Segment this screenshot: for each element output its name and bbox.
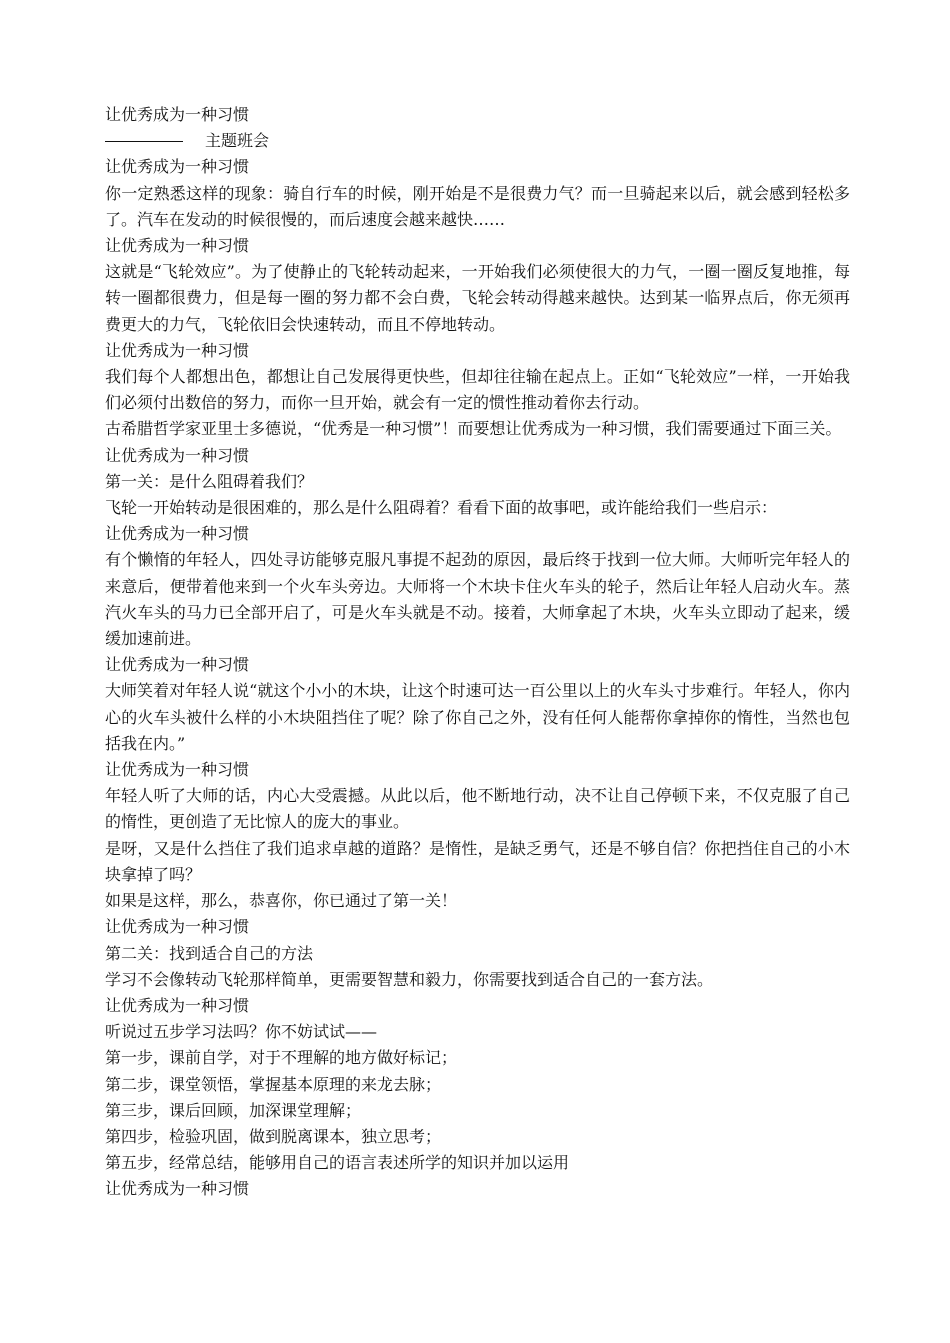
document-body: [105, 102, 850, 1203]
paragraph: 有个懒惰的年轻人，四处寻访能够克服凡事提不起劲的原因，最后终于找到一位大师。大师听完年轻人的来意后，便带着他来到一个火车头旁边。大师将一个木块卡住火车头的轮子，然后让年轻人启动火车。蒸汽火车头的马力已全部开启了，可是火车头就是不动。接着，大师拿起了木块，火车头立即动了起来，缓缓加速前进。: [105, 550, 850, 649]
paragraph: 让优秀成为一种习惯: [105, 917, 250, 937]
paragraph: 让优秀成为一种习惯: [105, 995, 250, 1015]
paragraph: 飞轮一开始转动是很困难的，那么是什么阻碍着？看看下面的故事吧，或许能给我们一些启示：: [105, 498, 778, 518]
paragraph: 让优秀成为一种习惯: [105, 157, 250, 177]
paragraph: 第二关：找到适合自己的方法: [105, 943, 314, 963]
paragraph: 听说过五步学习法吗？你不妨试试——: [105, 1022, 378, 1042]
paragraph: 让优秀成为一种习惯: [105, 1179, 250, 1199]
paragraph: 第一步，课前自学，对于不理解的地方做好标记；: [105, 1048, 458, 1068]
paragraph: 第一关：是什么阻碍着我们？: [105, 471, 314, 491]
paragraph: 让优秀成为一种习惯: [105, 760, 250, 780]
paragraph: 第二步，课堂领悟，掌握基本原理的来龙去脉；: [105, 1074, 442, 1094]
paragraph: 学习不会像转动飞轮那样简单，更需要智慧和毅力，你需要找到适合自己的一套方法。: [105, 969, 714, 989]
paragraph: 古希腊哲学家亚里士多德说，“优秀是一种习惯”！而要想让优秀成为一种习惯，我们需要通过下面三关。: [105, 419, 842, 439]
paragraph: 第四步，检验巩固，做到脱离课本，独立思考；: [105, 1126, 442, 1146]
subtitle-text: 主题班会: [205, 131, 270, 151]
paragraph-list: [105, 154, 850, 1202]
paragraph: 让优秀成为一种习惯: [105, 655, 250, 675]
paragraph: 大师笑着对年轻人说“就这个小小的木块，让这个时速可达一百公里以上的火车头寸步难行。年轻人，你内心的火车头被什么样的小木块阻挡住了呢？除了你自己之外，没有任何人能帮你拿掉你的惰性，当然也包括我在内。”: [105, 681, 850, 753]
paragraph: 是呀，又是什么挡住了我们追求卓越的道路？是惰性，是缺乏勇气，还是不够自信？你把挡住自己的小木块拿掉了吗？: [105, 838, 850, 884]
paragraph: 第五步，经常总结，能够用自己的语言表述所学的知识并加以运用: [105, 1153, 570, 1173]
paragraph: 我们每个人都想出色，都想让自己发展得更快些，但却往往输在起点上。正如“飞轮效应”一样，一开始我们必须付出数倍的努力，而你一旦开始，就会有一定的惯性推动着你去行动。: [105, 367, 850, 413]
document-subtitle: [105, 128, 850, 154]
paragraph: 让优秀成为一种习惯: [105, 340, 250, 360]
paragraph: 你一定熟悉这样的现象：骑自行车的时候，刚开始是不是很费力气？而一旦骑起来以后，就会感到轻松多了。汽车在发动的时候很慢的，而后速度会越来越快……: [105, 183, 850, 229]
paragraph: 让优秀成为一种习惯: [105, 524, 250, 544]
paragraph: 年轻人听了大师的话，内心大受震撼。从此以后，他不断地行动，决不让自己停顿下来，不仅克服了自己的惰性，更创造了无比惊人的庞大的事业。: [105, 786, 850, 832]
subtitle-dash: [105, 141, 183, 142]
paragraph: 如果是这样，那么，恭喜你，你已通过了第一关！: [105, 891, 458, 911]
paragraph: 这就是“飞轮效应”。为了使静止的飞轮转动起来，一开始我们必须使很大的力气，一圈一圈反复地推，每转一圈都很费力，但是每一圈的努力都不会白费，飞轮会转动得越来越快。达到某一临界点后，你无须再费更大的力气，飞轮依旧会快速转动，而且不停地转动。: [105, 262, 850, 334]
paragraph: 让优秀成为一种习惯: [105, 445, 250, 465]
document-title: 让优秀成为一种习惯: [105, 105, 250, 124]
paragraph: 让优秀成为一种习惯: [105, 236, 250, 256]
paragraph: 第三步，课后回顾，加深课堂理解；: [105, 1100, 362, 1120]
